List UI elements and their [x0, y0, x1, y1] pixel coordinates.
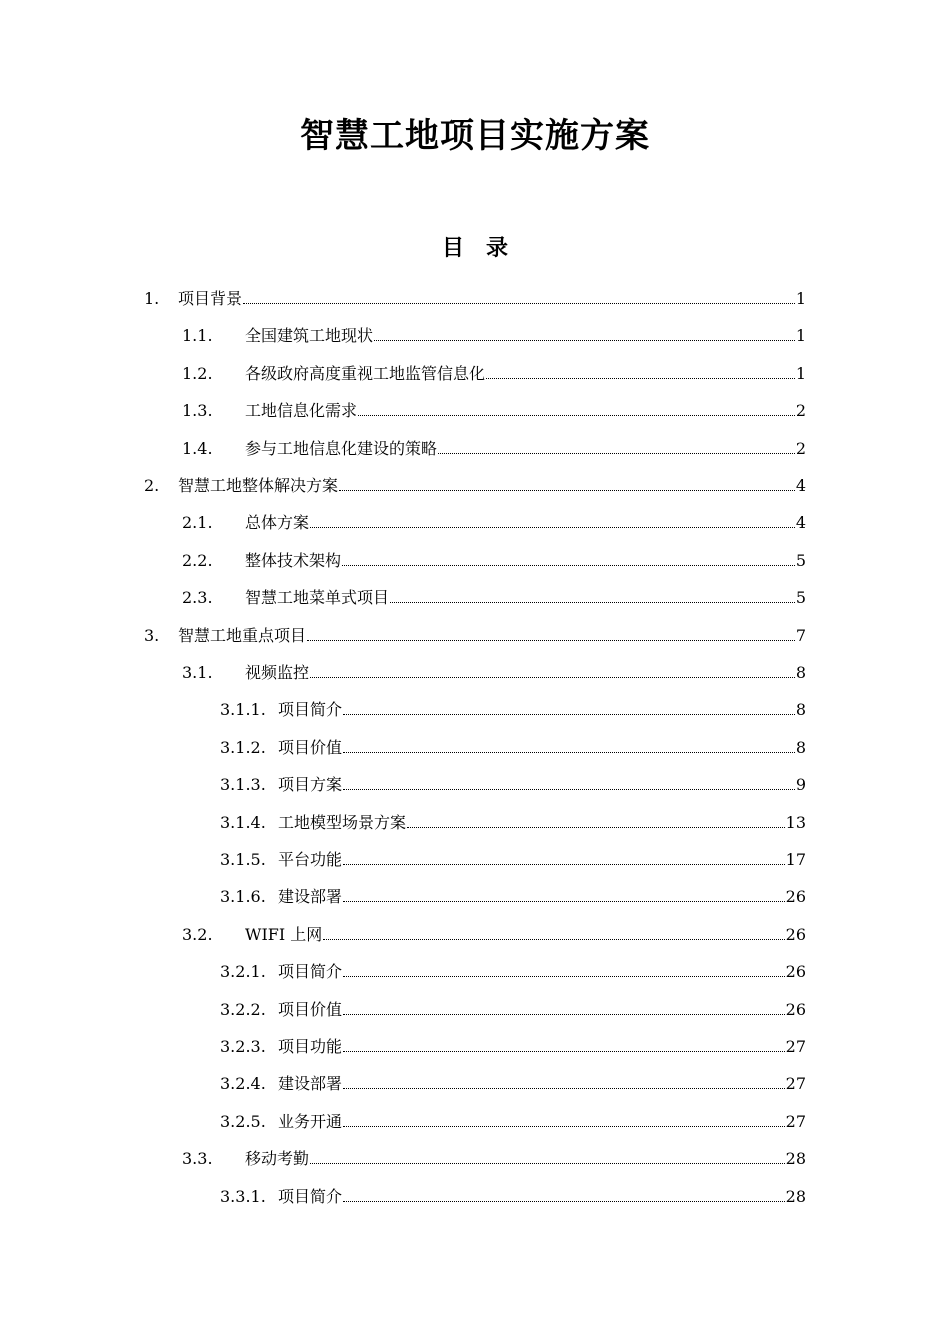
toc-entry-title: 平台功能: [278, 850, 343, 869]
toc-entry-page: 27: [785, 1074, 806, 1094]
toc-entry[interactable]: [144, 285, 806, 309]
toc-entry-page: 8: [795, 700, 806, 720]
toc-entry-title: 智慧工地整体解决方案: [178, 476, 339, 495]
toc-dot-leader: [486, 378, 795, 379]
toc-entry[interactable]: [220, 846, 806, 870]
toc-entry-page: 13: [785, 812, 806, 832]
toc-dot-leader: [342, 565, 795, 566]
toc-entry-page: 28: [785, 1149, 806, 1169]
toc-entry-title: 视频监控: [245, 663, 310, 682]
toc-entry-title: 工地模型场景方案: [278, 812, 407, 832]
toc-entry[interactable]: [182, 397, 806, 421]
toc-entry[interactable]: [182, 547, 806, 571]
toc-entry-number: 2.1.: [182, 513, 213, 533]
toc-entry[interactable]: [220, 996, 806, 1020]
toc-entry-number: 3.1.1.: [220, 700, 266, 720]
toc-entry-page: 5: [795, 588, 806, 608]
toc-dot-leader: [310, 1163, 785, 1164]
toc-entry-page: 27: [785, 1037, 806, 1056]
toc-entry-title: 项目简介: [278, 700, 343, 720]
toc-dot-leader: [438, 453, 795, 454]
toc-entry-number: 2.2.: [182, 550, 213, 570]
toc-dot-leader: [310, 527, 795, 528]
toc-entry[interactable]: [220, 1070, 806, 1094]
toc-entry-page: 26: [785, 924, 806, 944]
toc-dot-leader: [310, 677, 795, 678]
toc-entry-title: 智慧工地菜单式项目: [245, 588, 390, 608]
toc-entry-number: 3.1.6.: [220, 887, 266, 907]
toc-entry-title: 全国建筑工地现状: [245, 326, 374, 346]
toc-dot-leader: [307, 640, 795, 641]
toc-entry-number: 3.2.1.: [220, 962, 266, 982]
toc-entry-page: 5: [795, 550, 806, 570]
toc-entry-page: 8: [795, 663, 806, 682]
toc-entry[interactable]: [220, 809, 806, 833]
toc-entry-page: 4: [795, 476, 806, 495]
toc-entry-number: 3.2.: [182, 924, 213, 944]
toc-entry-number: 2.3.: [182, 588, 213, 608]
toc-entry-page: 26: [785, 887, 806, 907]
toc-entry[interactable]: [144, 472, 806, 496]
toc-dot-leader: [343, 1088, 785, 1089]
toc-entry[interactable]: [182, 435, 806, 459]
toc-entry[interactable]: [220, 1183, 806, 1207]
toc-entry-title: 整体技术架构: [245, 550, 342, 570]
toc-entry[interactable]: [182, 360, 806, 384]
toc-dot-leader: [343, 1201, 785, 1202]
toc-entry-title: 总体方案: [245, 513, 310, 533]
toc-entry-title: WIFI 上网: [245, 924, 323, 944]
toc-entry-number: 3.2.4.: [220, 1074, 266, 1094]
toc-entry-page: 1: [795, 326, 806, 346]
toc-entry-page: 4: [795, 513, 806, 533]
toc-entry-title: 业务开通: [278, 1111, 343, 1131]
toc-entry[interactable]: [182, 659, 806, 683]
toc-entry-title: 项目价值: [278, 737, 343, 757]
toc-entry-number: 1.2.: [182, 363, 213, 383]
toc-entry-number: 3.3.1.: [220, 1186, 266, 1206]
toc-entry-number: 1.1.: [182, 326, 213, 346]
toc-entry-page: 26: [785, 999, 806, 1019]
toc-entry[interactable]: [182, 1145, 806, 1169]
toc-dot-leader: [343, 901, 785, 902]
toc-dot-leader: [343, 1051, 785, 1052]
toc-entry-number: 3.2.2.: [220, 999, 266, 1019]
toc-entry-page: 2: [795, 438, 806, 458]
toc-dot-leader: [407, 827, 785, 828]
toc-entry[interactable]: [220, 734, 806, 758]
toc-entry-number: 3.1.4.: [220, 812, 266, 832]
toc-entry[interactable]: [220, 1108, 806, 1132]
toc-entry[interactable]: [220, 696, 806, 720]
toc-entry-number: 3.: [144, 625, 160, 645]
toc-entry-number: 3.1.5.: [220, 850, 266, 869]
toc-dot-leader: [374, 340, 795, 341]
toc-entry[interactable]: [220, 958, 806, 982]
toc-entry[interactable]: [220, 1033, 806, 1057]
toc-entry[interactable]: [220, 883, 806, 907]
toc-dot-leader: [390, 602, 795, 603]
toc-entry-number: 3.2.3.: [220, 1037, 266, 1056]
toc-entry-title: 项目背景: [178, 289, 243, 308]
toc-entry[interactable]: [182, 921, 806, 945]
toc-entry-page: 1: [795, 289, 806, 308]
toc-entry-number: 3.1.: [182, 663, 213, 682]
toc-entry-title: 项目价值: [278, 999, 343, 1019]
toc-dot-leader: [343, 789, 795, 790]
toc-entry[interactable]: [220, 771, 806, 795]
toc-entry[interactable]: [182, 322, 806, 346]
toc-entry-page: 26: [785, 962, 806, 982]
toc-entry-title: 项目简介: [278, 1186, 343, 1206]
toc-dot-leader: [343, 714, 795, 715]
toc-entry-title: 移动考勤: [245, 1149, 310, 1169]
toc-entry-title: 智慧工地重点项目: [178, 625, 307, 645]
toc-entry-title: 工地信息化需求: [245, 401, 358, 421]
toc-entry-number: 3.1.2.: [220, 737, 266, 757]
toc-dot-leader: [358, 415, 795, 416]
toc-entry[interactable]: [182, 584, 806, 608]
toc-entry-page: 27: [785, 1111, 806, 1131]
toc-entry-title: 项目功能: [278, 1037, 343, 1056]
toc-dot-leader: [343, 1126, 785, 1127]
toc-entry-title: 参与工地信息化建设的策略: [245, 438, 438, 458]
toc-entry-page: 8: [795, 737, 806, 757]
toc-entry-number: 1.: [144, 289, 160, 308]
toc-dot-leader: [323, 939, 784, 940]
toc-entry[interactable]: [144, 622, 806, 646]
toc-dot-leader: [339, 490, 795, 491]
toc-entry-page: 17: [785, 850, 806, 869]
toc-entry-number: 1.4.: [182, 438, 213, 458]
toc-entry-number: 3.2.5.: [220, 1111, 266, 1131]
toc-entry-title: 项目方案: [278, 775, 343, 795]
toc-dot-leader: [343, 1014, 785, 1015]
toc-dot-leader: [343, 976, 785, 977]
toc-dot-leader: [343, 752, 795, 753]
toc-entry-title: 各级政府高度重视工地监管信息化: [245, 363, 486, 383]
toc-entry-number: 2.: [144, 476, 160, 495]
toc-entry-title: 建设部署: [278, 1074, 343, 1094]
toc-heading: 目 录: [441, 236, 508, 261]
toc-entry-page: 2: [795, 401, 806, 421]
toc-dot-leader: [243, 303, 795, 304]
document-title: 智慧工地项目实施方案: [300, 116, 650, 156]
toc-entry-page: 7: [795, 625, 806, 645]
toc-entry[interactable]: [182, 509, 806, 533]
toc-entry-number: 3.1.3.: [220, 775, 266, 795]
toc-entry-number: 1.3.: [182, 401, 213, 421]
toc-entry-page: 9: [795, 775, 806, 795]
toc-entry-title: 建设部署: [278, 887, 343, 907]
toc-dot-leader: [343, 864, 785, 865]
toc-entry-title: 项目简介: [278, 962, 343, 982]
toc-entry-page: 1: [795, 363, 806, 383]
toc-entry-number: 3.3.: [182, 1149, 213, 1169]
toc-entry-page: 28: [785, 1186, 806, 1206]
